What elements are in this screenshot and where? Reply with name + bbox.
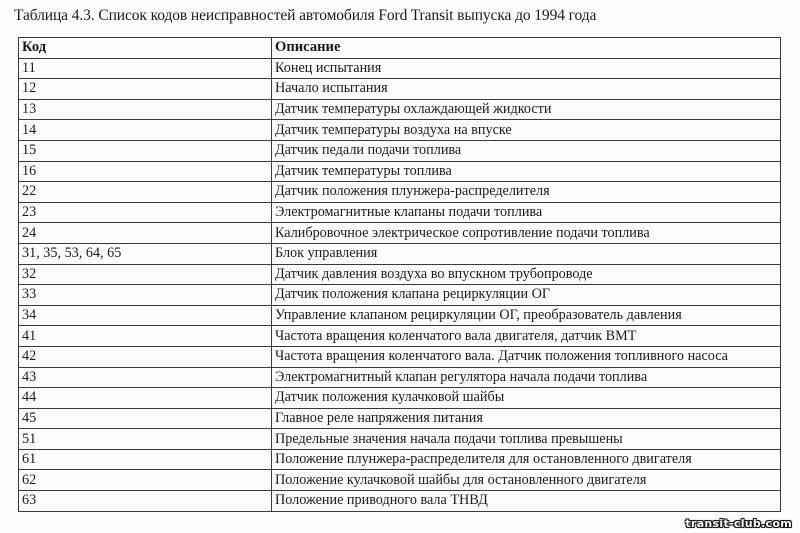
description-cell: Конец испытания <box>272 58 781 79</box>
table-row <box>19 202 781 223</box>
table-row <box>19 470 781 491</box>
description-cell: Электромагнитные клапаны подачи топлива <box>272 202 781 223</box>
table-row <box>19 264 781 285</box>
description-cell: Датчик положения плунжера-распределителя <box>272 182 781 203</box>
table-row <box>19 243 781 264</box>
description-cell: Предельные значения начала подачи топлива превышены <box>272 429 781 450</box>
column-header-description: Описание <box>272 38 781 59</box>
table-row <box>19 367 781 388</box>
code-cell: 31, 35, 53, 64, 65 <box>19 243 272 264</box>
table-row <box>19 408 781 429</box>
code-cell: 45 <box>19 408 272 429</box>
column-header-code: Код <box>19 38 272 59</box>
table-row <box>19 285 781 306</box>
description-cell: Электромагнитный клапан регулятора начала подачи топлива <box>272 367 781 388</box>
description-cell: Датчик положения кулачковой шайбы <box>272 388 781 409</box>
code-cell: 12 <box>19 79 272 100</box>
code-cell: 34 <box>19 305 272 326</box>
table-row <box>19 99 781 120</box>
table-body <box>19 58 781 511</box>
description-cell: Частота вращения коленчатого вала двигателя, датчик ВМТ <box>272 326 781 347</box>
code-cell: 62 <box>19 470 272 491</box>
code-cell: 24 <box>19 223 272 244</box>
code-cell: 44 <box>19 388 272 409</box>
description-cell: Датчик положения клапана рециркуляции ОГ <box>272 285 781 306</box>
description-cell: Положение плунжера-распределителя для остановленного двигателя <box>272 449 781 470</box>
code-cell: 22 <box>19 182 272 203</box>
description-cell: Датчик давления воздуха во впускном трубопроводе <box>272 264 781 285</box>
code-cell: 42 <box>19 346 272 367</box>
table-row <box>19 120 781 141</box>
table-row <box>19 305 781 326</box>
code-cell: 11 <box>19 58 272 79</box>
description-cell: Блок управления <box>272 243 781 264</box>
description-cell: Датчик температуры воздуха на впуске <box>272 120 781 141</box>
description-cell: Начало испытания <box>272 79 781 100</box>
table-row <box>19 140 781 161</box>
code-cell: 51 <box>19 429 272 450</box>
code-cell: 61 <box>19 449 272 470</box>
table-row <box>19 58 781 79</box>
description-cell: Управление клапаном рециркуляции ОГ, преобразователь давления <box>272 305 781 326</box>
code-cell: 14 <box>19 120 272 141</box>
table-header <box>19 38 781 59</box>
description-cell: Датчик температуры топлива <box>272 161 781 182</box>
code-cell: 32 <box>19 264 272 285</box>
code-cell: 33 <box>19 285 272 306</box>
header-row <box>19 38 781 59</box>
code-cell: 43 <box>19 367 272 388</box>
table-row <box>19 182 781 203</box>
description-cell: Датчик педали подачи топлива <box>272 140 781 161</box>
code-cell: 23 <box>19 202 272 223</box>
code-cell: 41 <box>19 326 272 347</box>
description-cell: Датчик температуры охлаждающей жидкости <box>272 99 781 120</box>
code-cell: 16 <box>19 161 272 182</box>
table-row <box>19 491 781 512</box>
description-cell: Положение приводного вала ТНВД <box>272 491 781 512</box>
description-cell: Главное реле напряжения питания <box>272 408 781 429</box>
table-row <box>19 449 781 470</box>
description-cell: Калибровочное электрическое сопротивление подачи топлива <box>272 223 781 244</box>
watermark: transit-club.com <box>685 517 792 530</box>
code-cell: 63 <box>19 491 272 512</box>
description-cell: Частота вращения коленчатого вала. Датчик положения топливного насоса <box>272 346 781 367</box>
table-row <box>19 161 781 182</box>
fault-codes-table <box>18 37 781 512</box>
code-cell: 13 <box>19 99 272 120</box>
table-row <box>19 346 781 367</box>
description-cell: Положение кулачковой шайбы для остановленного двигателя <box>272 470 781 491</box>
table-row <box>19 388 781 409</box>
code-cell: 15 <box>19 140 272 161</box>
table-row <box>19 223 781 244</box>
table-row <box>19 429 781 450</box>
table-caption: Таблица 4.3. Список кодов неисправностей автомобиля Ford Transit выпуска до 1994 года <box>14 7 597 24</box>
table-row <box>19 326 781 347</box>
table-row <box>19 79 781 100</box>
